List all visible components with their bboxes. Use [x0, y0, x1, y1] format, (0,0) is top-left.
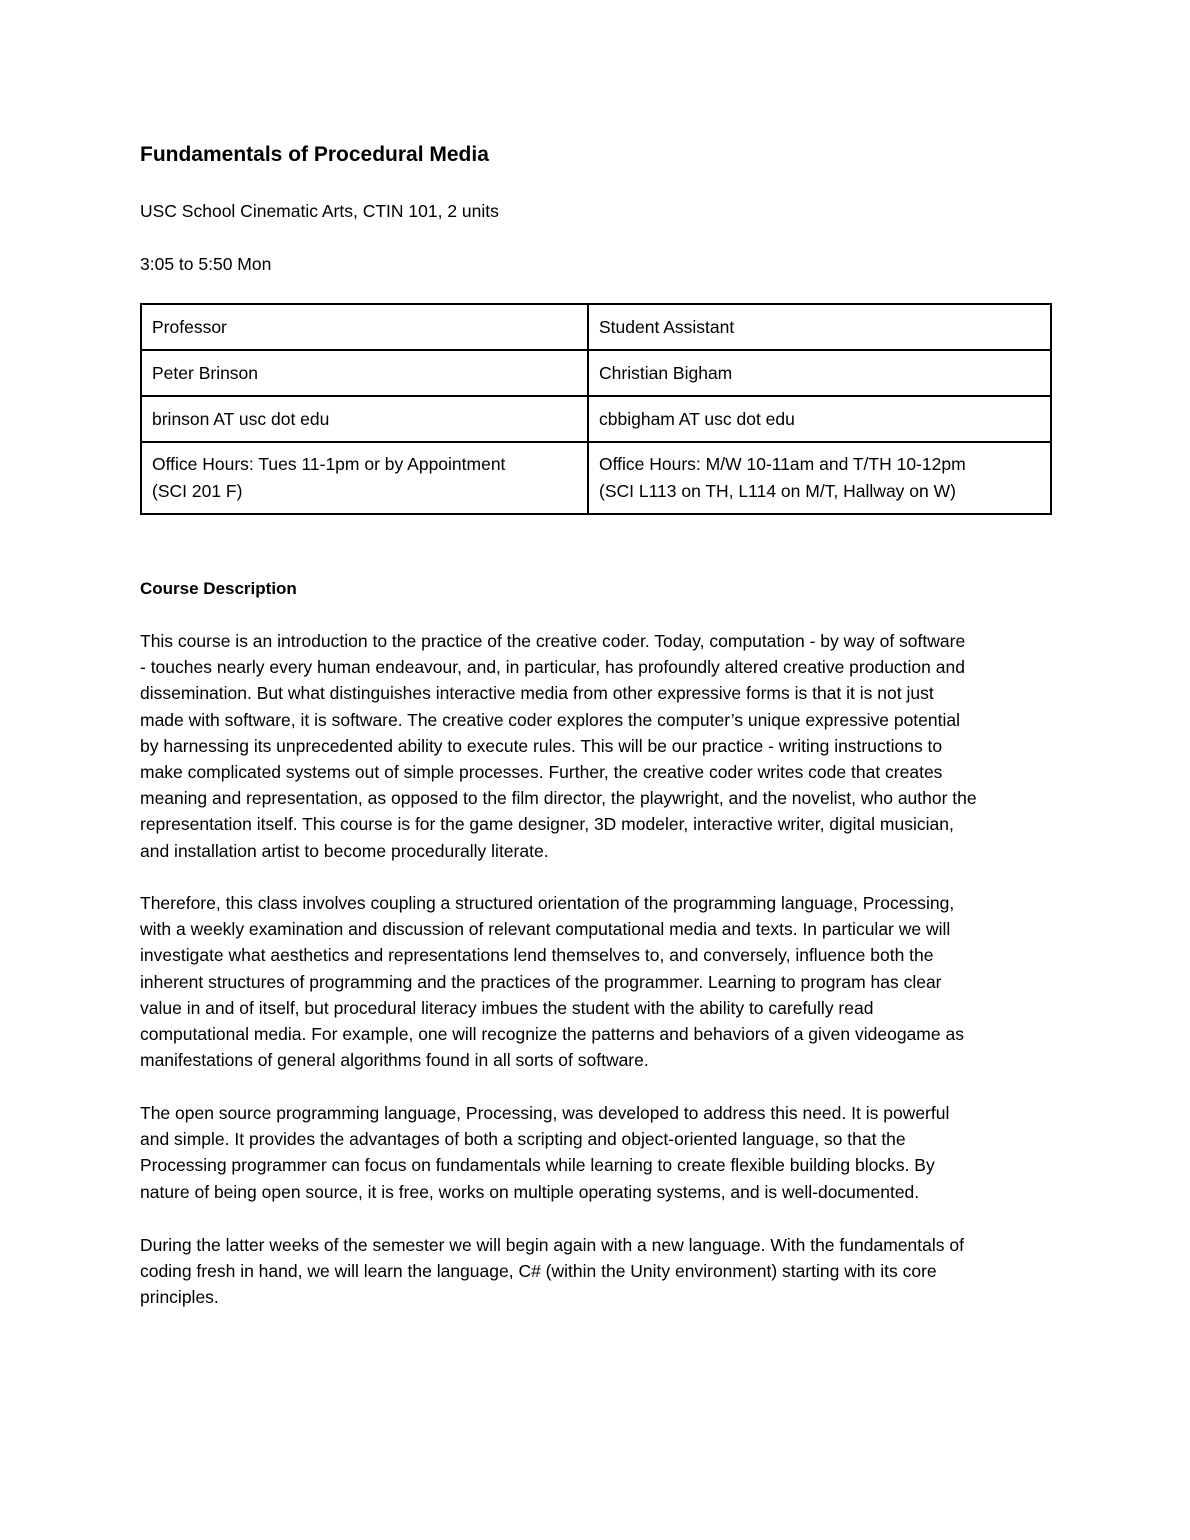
table-row [141, 304, 1051, 350]
professor-email-cell [141, 396, 588, 442]
table-row [141, 396, 1051, 442]
table-row [141, 350, 1051, 396]
paragraph-line: The open source programming language, Processing, was developed to address this need. It is powerful [140, 1103, 950, 1123]
paragraph-line: investigate what aesthetics and representations lend themselves to, and conversely, influence both the [140, 945, 934, 966]
cell-text: Professor [152, 316, 227, 337]
paragraph-line: and installation artist to become procedurally literate. [140, 840, 549, 861]
cell-text: (SCI L113 on TH, L114 on M/T, Hallway on W) [599, 481, 956, 501]
cell-text: brinson AT usc dot edu [152, 408, 330, 429]
paragraph-line: nature of being open source, it is free, works on multiple operating systems, and is well-documented. [140, 1181, 920, 1202]
paragraph-line: dissemination. But what distinguishes interactive media from other expressive forms is that it is not just [140, 683, 934, 704]
description-paragraph-1 [140, 628, 1052, 864]
course-description-heading: Course Description [140, 579, 297, 598]
assistant-email-cell [588, 396, 1051, 442]
paragraph-line: manifestations of general algorithms found in all sorts of software. [140, 1050, 649, 1071]
paragraph-line: made with software, it is software. The creative coder explores the computer’s unique expressive potential [140, 709, 960, 730]
paragraph-line: principles. [140, 1287, 219, 1308]
assistant-office-hours-cell [588, 442, 1051, 514]
paragraph-line: Processing programmer can focus on fundamentals while learning to create flexible building blocks. By [140, 1155, 935, 1176]
cell-text: (SCI 201 F) [152, 481, 243, 501]
class-time-line: 3:05 to 5:50 Mon [140, 254, 272, 274]
professor-role-cell [141, 304, 588, 350]
paragraph-line: Therefore, this class involves coupling a structured orientation of the programming language, Processing, [140, 893, 955, 913]
professor-office-hours-cell [141, 442, 588, 514]
paragraph-line: with a weekly examination and discussion of relevant computational media and texts. In particular we will [140, 919, 951, 940]
paragraph-line: During the latter weeks of the semester we will begin again with a new language. With the fundamentals of [140, 1235, 964, 1255]
paragraph-line: inherent structures of programming and the practices of the programmer. Learning to program has clear [140, 971, 942, 992]
cell-text: Office Hours: Tues 11-1pm or by Appointment [152, 454, 506, 474]
course-info-line: USC School Cinematic Arts, CTIN 101, 2 units [140, 201, 499, 221]
description-paragraph-4 [140, 1232, 1052, 1311]
table-row [141, 442, 1051, 514]
paragraph-line: by harnessing its unprecedented ability to execute rules. This will be our practice - writing instructions to [140, 735, 943, 756]
paragraph-line: This course is an introduction to the practice of the creative coder. Today, computation - by way of software [140, 631, 966, 651]
staff-contact-table [140, 303, 1052, 515]
description-paragraph-3 [140, 1100, 1052, 1205]
cell-text: Peter Brinson [152, 362, 259, 383]
paragraph-line: representation itself. This course is for the game designer, 3D modeler, interactive writer, digital musician, [140, 814, 954, 835]
paragraph-line: coding fresh in hand, we will learn the language, C# (within the Unity environment) starting with its core [140, 1261, 937, 1282]
paragraph-line: and simple. It provides the advantages of both a scripting and object-oriented language, so that the [140, 1129, 906, 1150]
description-paragraph-2 [140, 890, 1052, 1073]
paragraph-line: make complicated systems out of simple processes. Further, the creative coder writes code that creates [140, 762, 943, 783]
cell-text: cbbigham AT usc dot edu [599, 408, 795, 429]
paragraph-line: meaning and representation, as opposed to the film director, the playwright, and the novelist, who author the [140, 788, 977, 809]
assistant-role-cell [588, 304, 1051, 350]
cell-text: Christian Bigham [599, 362, 733, 383]
professor-name-cell [141, 350, 588, 396]
cell-text: Student Assistant [599, 316, 735, 337]
document-title: Fundamentals of Procedural Media [140, 143, 489, 166]
cell-text: Office Hours: M/W 10-11am and T/TH 10-12pm [599, 454, 966, 474]
paragraph-line: computational media. For example, one will recognize the patterns and behaviors of a given videogame as [140, 1024, 964, 1045]
paragraph-line: value in and of itself, but procedural literacy imbues the student with the ability to carefully read [140, 997, 874, 1018]
paragraph-line: - touches nearly every human endeavour, and, in particular, has profoundly altered creative production and [140, 657, 965, 678]
assistant-name-cell [588, 350, 1051, 396]
